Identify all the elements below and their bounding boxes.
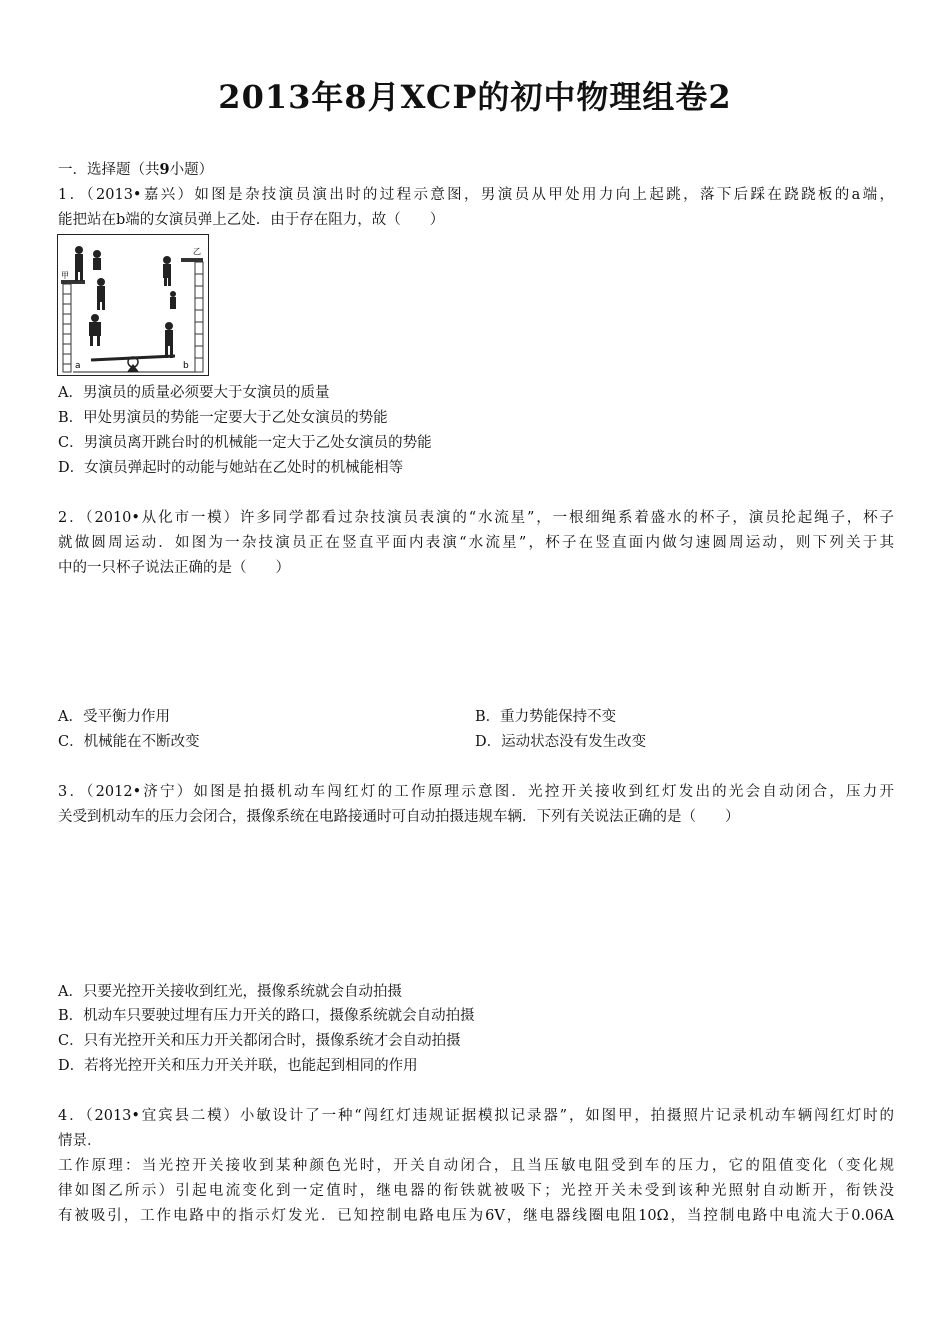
q4-stem-line5: 有被吸引，工作电路中的指示灯发光．已知控制电路电压为6V，继电器线圈电阻10Ω，当控制电路中电流大于0.06A — [58, 1208, 894, 1224]
fig-label-yi: 乙 — [193, 247, 201, 256]
q2-stem-line3: 中的一只杯子说法正确的是（ ） — [58, 560, 290, 576]
q1-option-b: B．甲处男演员的势能一定要大于乙处女演员的势能 — [58, 410, 388, 426]
q3-option-a: A．只要光控开关接收到红光，摄像系统就会自动拍摄 — [58, 984, 402, 1000]
page-title: 2013年8月XCP的初中物理组卷2 — [218, 78, 732, 116]
q1-stem-line2: 能把站在b端的女演员弹上乙处．由于存在阻力，故（ ） — [58, 212, 445, 228]
q1-stem-line1: 1．（2013•嘉兴）如图是杂技演员演出时的过程示意图，男演员从甲处用力向上起跳，落下后踩在跷跷板的a端， — [58, 187, 894, 203]
fig-label-b: b — [183, 361, 189, 371]
fig-label-jia: 甲 — [61, 271, 69, 280]
q3-option-c: C．只有光控开关和压力开关都闭合时，摄像系统才会自动拍摄 — [58, 1033, 461, 1049]
q3-stem-line2: 关受到机动车的压力会闭合，摄像系统在电路接通时可自动拍摄违规车辆．下列有关说法正确的是（ ） — [58, 809, 740, 825]
q1-option-a: A．男演员的质量必须要大于女演员的质量 — [58, 385, 330, 401]
q2-option-a: A．受平衡力作用 — [58, 709, 170, 725]
q3-option-d: D．若将光控开关和压力开关并联，也能起到相同的作用 — [58, 1058, 418, 1074]
section-heading: 一．选择题（共9小题） — [58, 161, 214, 178]
q2-option-c: C．机械能在不断改变 — [58, 734, 200, 750]
q4-stem-line2: 情景． — [58, 1133, 102, 1149]
q4-stem-line3: 工作原理：当光控开关接收到某种颜色光时，开关自动闭合，且当压敏电阻受到车的压力，它的阻值变化（变化规 — [58, 1158, 894, 1174]
q1-option-d: D．女演员弹起时的动能与她站在乙处时的机械能相等 — [58, 460, 404, 476]
q2-stem-line1: 2．（2010•从化市一模）许多同学都看过杂技演员表演的“水流星”，一根细绳系着盛水的杯子，演员抡起绳子，杯子 — [58, 510, 894, 526]
q2-option-d: D．运动状态没有发生改变 — [475, 734, 647, 750]
q1-option-c: C．男演员离开跳台时的机械能一定大于乙处女演员的势能 — [58, 435, 432, 451]
q4-stem-line1: 4．（2013•宜宾县二模）小敏设计了一种“闯红灯违规证据模拟记录器”，如图甲，拍摄照片记录机动车辆闯红灯时的 — [58, 1108, 894, 1124]
q2-option-b: B．重力势能保持不变 — [475, 709, 617, 725]
q2-stem-line2: 就做圆周运动．如图为一杂技演员正在竖直平面内表演“水流星”，杯子在竖直面内做匀速圆周运动，则下列关于其 — [58, 535, 894, 551]
q1-acrobat-figure — [57, 234, 209, 376]
q3-stem-line1: 3．（2012•济宁）如图是拍摄机动车闯红灯的工作原理示意图．光控开关接收到红灯发出的光会自动闭合，压力开 — [58, 784, 894, 800]
q4-stem-line4: 律如图乙所示）引起电流变化到一定值时，继电器的衔铁就被吸下；光控开关未受到该种光照射自动断开，衔铁没 — [58, 1183, 894, 1199]
fig-label-a: a — [75, 361, 81, 371]
q3-option-b: B．机动车只要驶过埋有压力开关的路口，摄像系统就会自动拍摄 — [58, 1008, 475, 1024]
